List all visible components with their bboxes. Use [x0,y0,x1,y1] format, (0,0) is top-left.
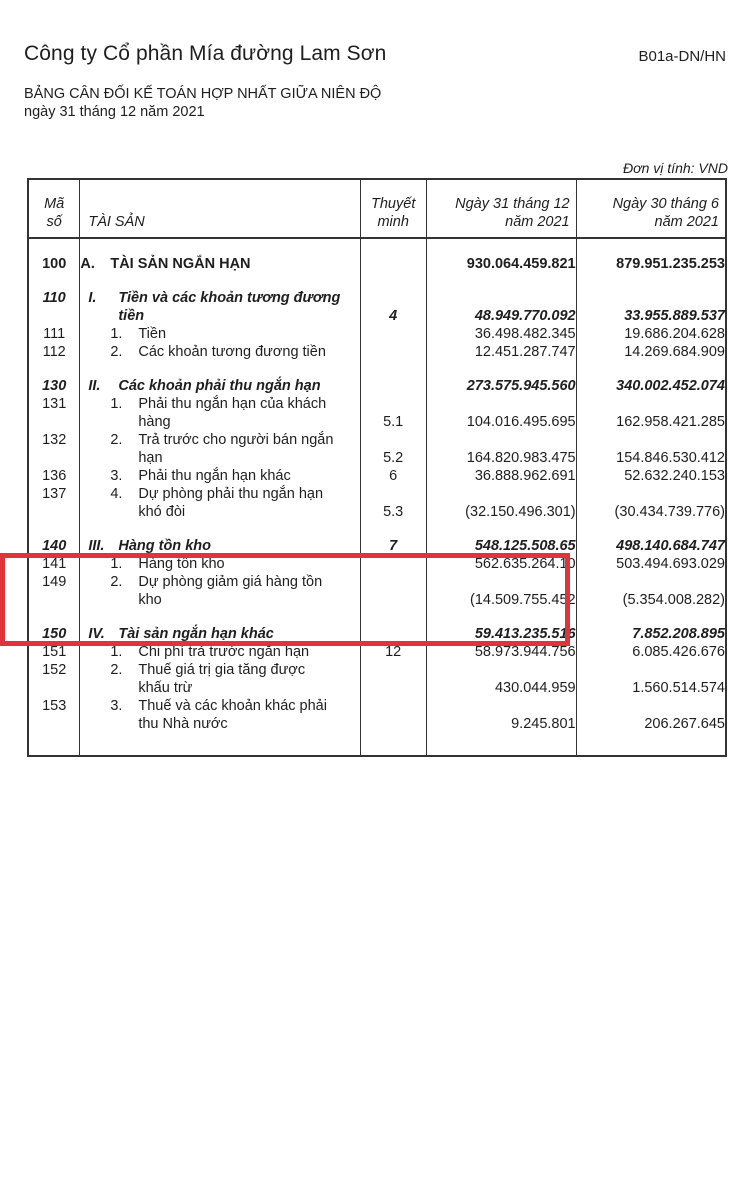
table-row: 136 3. Phải thu ngắn hạn khác 6 36.888.962.691 52.632.240.153 [28,467,726,485]
table-row: 150 IV. Tài sản ngắn hạn khác 59.413.235.516 7.852.208.895 [28,625,726,643]
table-header-row [28,179,726,238]
table-row: 132 2. Trả trước cho người bán ngắn hạn 5.2 164.820.983.475 154.846.530.412 [28,431,726,467]
company-name: Công ty Cổ phần Mía đường Lam Sơn [24,42,387,65]
table-row: 112 2. Các khoản tương đương tiền 12.451.287.747 14.269.684.909 [28,343,726,361]
table-row: 100 A. TÀI SẢN NGẮN HẠN 930.064.459.821 879.951.235.253 [28,255,726,273]
table-row: 110 I. Tiền và các khoản tương đương tiền 4 48.949.770.092 33.955.889.537 [28,289,726,325]
document-title: BẢNG CÂN ĐỐI KẾ TOÁN HỢP NHẤT GIỮA NIÊN ĐỘ [24,86,382,102]
table-row: 141 1. Hàng tồn kho 562.635.264.10 503.494.693.029 [28,555,726,573]
header-note: Thuyết minh [360,179,426,238]
balance-sheet-table [27,178,727,757]
table-row: 149 2. Dự phòng giảm giá hàng tồn kho (14.509.755.452 (5.354.008.282) [28,573,726,609]
table-row: 153 3. Thuế và các khoản khác phải thu Nhà nước 9.245.801 206.267.645 [28,697,726,733]
header-asset: TÀI SẢN [80,179,360,238]
form-code: B01a-DN/HN [638,48,726,65]
header-period-end: Ngày 31 tháng 12 năm 2021 [426,179,576,238]
currency-unit: Đơn vị tính: VND [623,160,728,176]
table-row: 151 1. Chi phí trả trước ngắn hạn 12 58.973.944.756 6.085.426.676 [28,643,726,661]
header-period-start: Ngày 30 tháng 6 năm 2021 [576,179,726,238]
table-row: 137 4. Dự phòng phải thu ngắn hạn khó đòi 5.3 (32.150.496.301) (30.434.739.776) [28,485,726,521]
document-date: ngày 31 tháng 12 năm 2021 [24,104,205,120]
table-row: 111 1. Tiền 36.498.482.345 19.686.204.628 [28,325,726,343]
table-row: 152 2. Thuế giá trị gia tăng được khấu trừ 430.044.959 1.560.514.574 [28,661,726,697]
table-row: 130 II. Các khoản phải thu ngắn hạn 273.575.945.560 340.002.452.074 [28,377,726,395]
header-code: Mã số [28,179,80,238]
table-row: 140 III. Hàng tồn kho 7 548.125.508.65 498.140.684.747 [28,537,726,555]
table-row: 131 1. Phải thu ngắn hạn của khách hàng 5.1 104.016.495.695 162.958.421.285 [28,395,726,431]
